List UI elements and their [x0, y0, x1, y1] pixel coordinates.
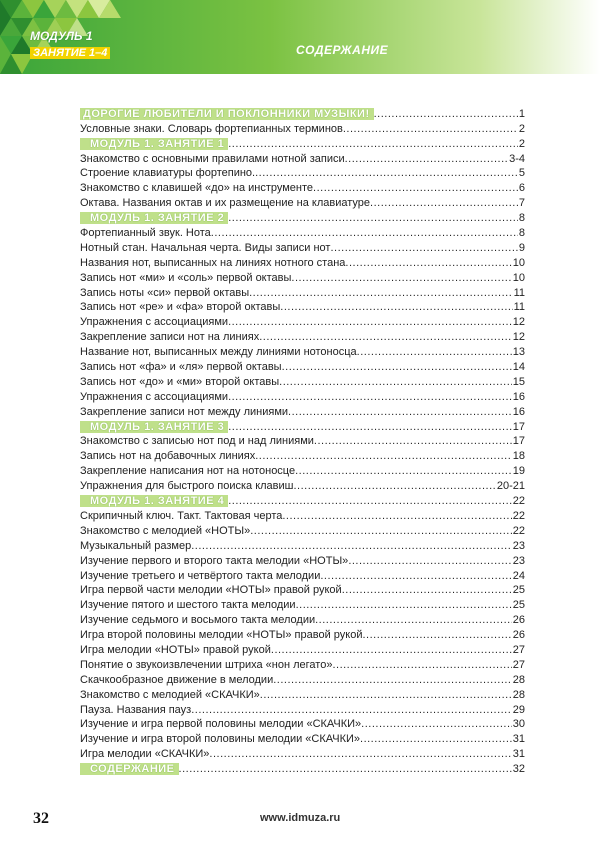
toc-entry-page: 22: [512, 509, 525, 522]
toc-entry[interactable]: [80, 447, 525, 462]
toc-entry-page: 12: [512, 331, 525, 344]
toc-entry[interactable]: [80, 477, 525, 492]
toc-entry-page: 12: [512, 316, 525, 329]
dot-leader: [228, 495, 512, 507]
toc-entry[interactable]: [80, 388, 525, 403]
toc-entry[interactable]: [80, 522, 525, 537]
toc-entry-title: Строение клавиатуры фортепино.: [80, 167, 256, 180]
toc-entry-page: 20-21: [496, 480, 525, 493]
toc-entry-title: Знакомство с клавишей «до» на инструменте: [80, 182, 314, 195]
toc-entry[interactable]: [80, 686, 525, 701]
toc-entry-page: 16: [512, 390, 525, 403]
dot-leader: [250, 525, 512, 537]
toc-entry[interactable]: [80, 507, 525, 522]
dot-leader: [330, 242, 517, 254]
toc-entry-title: ДОРОГИЕ ЛЮБИТЕЛИ И ПОКЛОННИКИ МУЗЫКИ!: [80, 108, 374, 120]
toc-entry-page: 25: [512, 584, 525, 597]
dot-leader: [228, 138, 518, 150]
toc-entry[interactable]: [80, 582, 525, 597]
toc-entry-title: Нотный стан. Начальная черта. Виды записи нот: [80, 241, 331, 254]
dot-leader: [228, 391, 512, 403]
toc-entry-page: 5: [518, 167, 525, 180]
toc-entry[interactable]: [80, 194, 525, 209]
dot-leader: [374, 108, 518, 120]
toc-entry[interactable]: [80, 641, 525, 656]
toc-entry-title: Названия нот, выписанных на линиях нотного стана: [80, 256, 346, 269]
toc-entry[interactable]: [80, 165, 525, 180]
toc-entry[interactable]: [80, 120, 525, 135]
dot-leader: [209, 748, 511, 760]
toc-entry-page: 17: [512, 435, 525, 448]
dot-leader: [370, 197, 518, 209]
toc-section-heading[interactable]: [80, 135, 525, 150]
toc-entry-page: 15: [512, 375, 525, 388]
toc-entry[interactable]: [80, 358, 525, 373]
toc-entry-title: Закрепление записи нот на линиях: [80, 331, 260, 344]
toc-entry-title: Скачкообразное движение в мелодии: [80, 673, 274, 686]
toc-entry[interactable]: [80, 239, 525, 254]
toc-entry-page: 31: [512, 748, 525, 761]
dot-leader: [362, 629, 511, 641]
toc-entry-title: Понятие о звукоизвлечении штриха «нон легато»: [80, 658, 333, 671]
toc-entry-page: 16: [512, 405, 525, 418]
toc-entry-title: Изучение седьмого и восьмого такта мелодии: [80, 614, 316, 627]
toc-entry[interactable]: [80, 596, 525, 611]
toc-entry[interactable]: [80, 656, 525, 671]
toc-entry-page: 8: [518, 212, 525, 225]
toc-entry-page: 2: [518, 137, 525, 150]
dot-leader: [249, 287, 512, 299]
dot-leader: [260, 689, 512, 701]
lesson-title: ЗАНЯТИЕ 1–4: [30, 47, 110, 59]
toc-section-heading[interactable]: [80, 105, 525, 120]
toc-entry-page: 28: [512, 688, 525, 701]
toc-entry[interactable]: [80, 626, 525, 641]
toc-entry-page: 13: [512, 346, 525, 359]
toc-entry-title: МОДУЛЬ 1. ЗАНЯТИЕ 4: [80, 495, 228, 507]
toc-entry-title: Изучение и игра первой половины мелодии «СКАЧКИ»: [80, 718, 362, 731]
dot-leader: [255, 450, 512, 462]
toc-entry-page: 18: [512, 450, 525, 463]
toc-entry[interactable]: [80, 254, 525, 269]
toc-entry-page: 11: [513, 286, 525, 299]
toc-entry[interactable]: [80, 150, 525, 165]
toc-entry[interactable]: [80, 224, 525, 239]
toc-section-heading[interactable]: [80, 209, 525, 224]
toc-entry[interactable]: [80, 269, 525, 284]
dot-leader: [191, 704, 512, 716]
toc-entry-page: 8: [518, 227, 525, 240]
toc-entry[interactable]: [80, 611, 525, 626]
toc-entry-title: Закрепление написания нот на нотоносце: [80, 465, 296, 478]
toc-entry-title: Фортепианный звук. Нота: [80, 227, 211, 240]
toc-entry-page: 22: [512, 495, 525, 508]
toc-entry-page: 23: [512, 539, 525, 552]
module-title: МОДУЛЬ 1: [30, 29, 93, 43]
toc-entry[interactable]: [80, 552, 525, 567]
toc-entry-title: Упражнения с ассоциациями: [80, 390, 229, 403]
toc-entry-title: Игра первой части мелодии «НОТЫ» правой рукой: [80, 584, 342, 597]
toc-entry-page: 19: [512, 465, 525, 478]
toc-entry-title: Упражнения для быстрого поиска клавиш: [80, 480, 294, 493]
toc-entry-title: СОДЕРЖАНИЕ: [80, 763, 179, 775]
toc-entry-page: 27: [512, 658, 525, 671]
dot-leader: [291, 272, 511, 284]
toc-entry[interactable]: [80, 537, 525, 552]
table-of-contents: [80, 105, 525, 775]
toc-entry[interactable]: [80, 328, 525, 343]
dot-leader: [348, 555, 511, 567]
dot-leader: [357, 346, 512, 358]
toc-entry[interactable]: [80, 313, 525, 328]
dot-leader: [282, 361, 512, 373]
toc-entry-page: 6: [518, 182, 525, 195]
dot-leader: [259, 331, 512, 343]
dot-leader: [314, 435, 512, 447]
toc-entry-page: 29: [512, 703, 525, 716]
dot-leader: [288, 406, 512, 418]
dot-leader: [296, 599, 512, 611]
dot-leader: [228, 316, 512, 328]
dot-leader: [313, 182, 518, 194]
toc-entry-page: 10: [512, 271, 525, 284]
toc-entry-title: Изучение третьего и четвёртого такта мелодии: [80, 569, 321, 582]
toc-entry-title: Октава. Названия октав и их размещение на клавиатуре: [80, 197, 371, 210]
toc-entry-title: Упражнения с ассоциациями: [80, 316, 229, 329]
toc-section-heading[interactable]: [80, 760, 525, 775]
toc-entry[interactable]: [80, 671, 525, 686]
toc-entry-page: 28: [512, 673, 525, 686]
toc-entry-title: Скрипичный ключ. Такт. Тактовая черта: [80, 509, 283, 522]
toc-entry-page: 32: [512, 763, 525, 776]
toc-entry-page: 10: [512, 256, 525, 269]
website-link[interactable]: www.idmuza.ru: [260, 812, 341, 824]
toc-entry-title: Название нот, выписанных между линиями нотоносца: [80, 346, 357, 359]
dot-leader: [282, 510, 511, 522]
toc-entry-title: Пауза. Названия пауз: [80, 703, 192, 716]
toc-entry-title: Изучение и игра второй половины мелодии «СКАЧКИ»: [80, 733, 361, 746]
toc-entry-page: 2: [518, 122, 525, 135]
toc-entry[interactable]: [80, 403, 525, 418]
toc-entry-title: Условные знаки. Словарь фортепианных терминов: [80, 122, 343, 135]
toc-entry[interactable]: [80, 730, 525, 745]
dot-leader: [280, 301, 512, 313]
dot-leader: [315, 614, 512, 626]
toc-entry-title: Закрепление записи нот между линиями: [80, 405, 289, 418]
dot-leader: [273, 674, 512, 686]
dot-leader: [345, 257, 511, 269]
toc-entry[interactable]: [80, 373, 525, 388]
toc-entry-page: 26: [512, 614, 525, 627]
toc-entry[interactable]: [80, 462, 525, 477]
toc-entry-page: 25: [512, 599, 525, 612]
toc-entry-page: 11: [513, 301, 525, 314]
toc-entry[interactable]: [80, 179, 525, 194]
dot-leader: [332, 659, 511, 671]
toc-entry-page: 17: [512, 420, 525, 433]
toc-entry[interactable]: [80, 299, 525, 314]
dot-leader: [255, 167, 518, 179]
section-title: СОДЕРЖАНИЕ: [296, 43, 389, 57]
toc-entry[interactable]: [80, 433, 525, 448]
toc-entry-page: 23: [512, 554, 525, 567]
dot-leader: [343, 123, 518, 135]
toc-entry-title: Запись ноты «си» первой октавы: [80, 286, 250, 299]
toc-entry-page: 1: [518, 107, 525, 120]
toc-entry-page: 14: [512, 361, 525, 374]
toc-entry-title: Знакомство с мелодией «СКАЧКИ»: [80, 688, 260, 701]
toc-entry[interactable]: [80, 567, 525, 582]
toc-entry-title: Знакомство с основными правилами нотной записи: [80, 152, 345, 165]
toc-entry-title: Игра мелодии «НОТЫ» правой рукой: [80, 643, 271, 656]
toc-entry-page: 7: [518, 197, 525, 210]
page-header: [0, 0, 600, 74]
dot-leader: [271, 644, 512, 656]
toc-section-heading[interactable]: [80, 418, 525, 433]
toc-entry[interactable]: [80, 716, 525, 731]
toc-entry[interactable]: [80, 701, 525, 716]
dot-leader: [360, 733, 512, 745]
dot-leader: [179, 763, 512, 775]
toc-entry-title: Запись нот «фа» и «ля» первой октавы: [80, 361, 282, 374]
dot-leader: [320, 570, 511, 582]
toc-section-heading[interactable]: [80, 492, 525, 507]
toc-entry-title: Запись нот «до» и «ми» второй октавы: [80, 375, 280, 388]
dot-leader: [191, 540, 512, 552]
toc-entry-title: Запись нот «ре» и «фа» второй октавы: [80, 301, 281, 314]
dot-leader: [228, 421, 512, 433]
toc-entry-page: 24: [512, 569, 525, 582]
toc-entry-page: 22: [512, 524, 525, 537]
toc-entry-page: 9: [518, 241, 525, 254]
toc-entry-title: Музыкальный размер: [80, 539, 192, 552]
toc-entry[interactable]: [80, 745, 525, 760]
toc-entry-title: Запись нот «ми» и «соль» первой октавы: [80, 271, 292, 284]
toc-entry-title: Знакомство с мелодией «НОТЫ»: [80, 524, 251, 537]
toc-entry-page: 26: [512, 629, 525, 642]
toc-entry-title: Игра мелодии «СКАЧКИ»: [80, 748, 210, 761]
toc-entry-title: Изучение пятого и шестого такта мелодии: [80, 599, 296, 612]
toc-entry-title: МОДУЛЬ 1. ЗАНЯТИЕ 3: [80, 421, 228, 433]
dot-leader: [342, 584, 512, 596]
page-number: 32: [33, 810, 49, 827]
toc-entry[interactable]: [80, 284, 525, 299]
toc-entry-title: МОДУЛЬ 1. ЗАНЯТИЕ 1: [80, 138, 228, 150]
dot-leader: [361, 718, 512, 730]
toc-entry-page: 27: [512, 643, 525, 656]
toc-entry-page: 31: [512, 733, 525, 746]
toc-entry-title: МОДУЛЬ 1. ЗАНЯТИЕ 2: [80, 212, 228, 224]
toc-entry-title: Изучение первого и второго такта мелодии «НОТЫ»: [80, 554, 349, 567]
dot-leader: [345, 153, 508, 165]
toc-entry-title: Знакомство с записью нот под и над линиями: [80, 435, 314, 448]
dot-leader: [293, 480, 495, 492]
dot-leader: [228, 212, 518, 224]
toc-entry[interactable]: [80, 343, 525, 358]
dot-leader: [279, 376, 512, 388]
dot-leader: [211, 227, 518, 239]
toc-entry-page: 30: [512, 718, 525, 731]
toc-entry-title: Игра второй половины мелодии «НОТЫ» правой рукой: [80, 629, 363, 642]
toc-entry-title: Запись нот на добавочных линиях: [80, 450, 256, 463]
dot-leader: [295, 465, 512, 477]
toc-entry-page: 3-4: [509, 152, 525, 165]
